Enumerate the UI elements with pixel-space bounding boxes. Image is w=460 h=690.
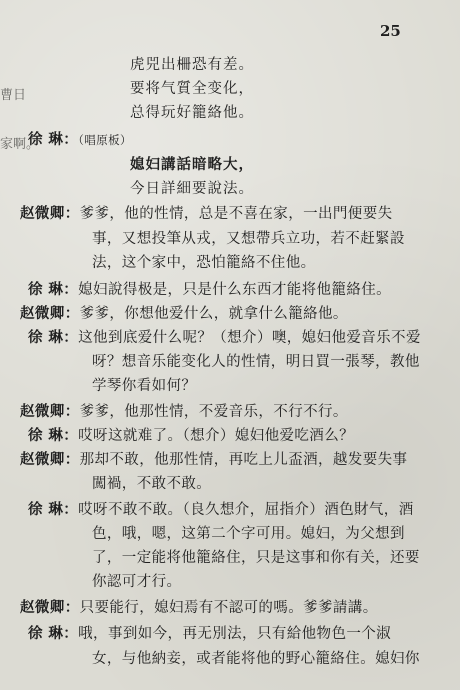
dialogue-line bbox=[20, 307, 348, 322]
speaker-name: 徐 琳： bbox=[28, 427, 79, 444]
verse-line: 要将气質全变化， bbox=[130, 81, 254, 97]
dialogue-line bbox=[92, 477, 211, 492]
speaker-name: 徐 琳： bbox=[28, 329, 79, 346]
speaker-name: 赵微卿： bbox=[20, 403, 80, 420]
dialogue-line bbox=[20, 405, 348, 420]
dialogue-text: 你認可才行。 bbox=[92, 574, 182, 590]
dialogue-line bbox=[28, 283, 391, 298]
dialogue-line bbox=[20, 601, 378, 616]
speaker-name: 徐 琳： bbox=[28, 281, 79, 298]
dialogue-text: 媳妇說得极是，只是什么东西才能将他籠絡住。 bbox=[78, 282, 392, 298]
verse-line: 虎兕出柵恐有差。 bbox=[130, 57, 254, 73]
dialogue-line bbox=[92, 355, 420, 370]
dialogue-text: 法，这个家中，恐怕籠絡不住他。 bbox=[92, 255, 316, 271]
dialogue-text: 了，一定能将他籠絡住，只是这事和你有关，还要 bbox=[92, 550, 420, 566]
dialogue-text: 爹爹，你想他爱什么，就拿什么籠絡他。 bbox=[79, 306, 348, 322]
dialogue-line bbox=[28, 503, 414, 518]
verse-line: 总得玩好籠絡他。 bbox=[130, 105, 254, 121]
dialogue-text: 女，与他納妾，或者能将他的野心籠絡住。媳妇你 bbox=[92, 651, 420, 667]
stage-direction: （唱原板） bbox=[78, 133, 132, 147]
dialogue-line bbox=[28, 429, 354, 444]
dialogue-text: 事，又想投筆从戎，又想帶兵立功，若不赶緊設 bbox=[92, 231, 405, 247]
margin-fragment: 曹日 bbox=[0, 88, 27, 103]
dialogue-text: 色，哦，嗯，这第二个字可用。媳妇，为父想到 bbox=[92, 526, 405, 542]
speaker-name: 赵微卿： bbox=[20, 599, 80, 616]
dialogue-line bbox=[92, 551, 420, 566]
dialogue-line bbox=[28, 331, 421, 346]
dialogue-text: 只要能行，媳妇焉有不認可的嗎。爹爹請講。 bbox=[79, 600, 378, 616]
dialogue-line bbox=[92, 575, 181, 590]
dialogue-line bbox=[92, 232, 405, 247]
dialogue-text: 那却不敢，他那性情，再吃上儿盃酒，越发要失事 bbox=[79, 452, 408, 468]
speaker-name: 赵微卿： bbox=[20, 205, 80, 222]
dialogue-text: 哎呀不敢不敢。（良久想介，屈指介）酒色財气，酒 bbox=[78, 502, 414, 518]
speaker-name: 徐 琳： bbox=[28, 625, 79, 642]
speaker-name: 赵微卿： bbox=[20, 451, 80, 468]
dialogue-text: 爹爹，他那性情，不爱音乐，不行不行。 bbox=[79, 404, 348, 420]
dialogue-line bbox=[92, 527, 405, 542]
dialogue-line bbox=[28, 133, 132, 148]
speaker-name: 赵微卿： bbox=[20, 305, 80, 322]
verse-line: 媳妇講話暗略大， bbox=[130, 156, 254, 173]
speaker-name: 徐 琳： bbox=[28, 131, 79, 148]
dialogue-line bbox=[20, 207, 393, 222]
dialogue-text: 哦，事到如今，再无別法，只有給他物色一个淑 bbox=[78, 626, 392, 642]
page-number: 25 bbox=[380, 22, 401, 40]
dialogue-line bbox=[92, 256, 316, 271]
speaker-name: 徐 琳： bbox=[28, 501, 79, 518]
dialogue-text: 学琴你看如何？ bbox=[92, 378, 197, 394]
dialogue-text: 这他到底爱什么呢？（想介）噢，媳妇他爱音乐不爱 bbox=[78, 330, 421, 346]
dialogue-text: 哎呀这就难了。（想介）媳妇他爱吃酒么？ bbox=[78, 428, 355, 444]
dialogue-line bbox=[92, 379, 196, 394]
verse-line: 今日詳細要說法。 bbox=[130, 181, 254, 197]
dialogue-line bbox=[20, 453, 407, 468]
margin-fragment: 家啊。 bbox=[0, 137, 40, 152]
dialogue-line bbox=[92, 652, 420, 667]
dialogue-text: 呀？想音乐能变化人的性情，明日買一張琴，教他 bbox=[92, 354, 420, 370]
dialogue-text: 闖禍，不敢不敢。 bbox=[92, 476, 212, 492]
dialogue-text: 爹爹，他的性情，总是不喜在家，一出門便要失 bbox=[79, 206, 393, 222]
dialogue-line bbox=[28, 627, 391, 642]
